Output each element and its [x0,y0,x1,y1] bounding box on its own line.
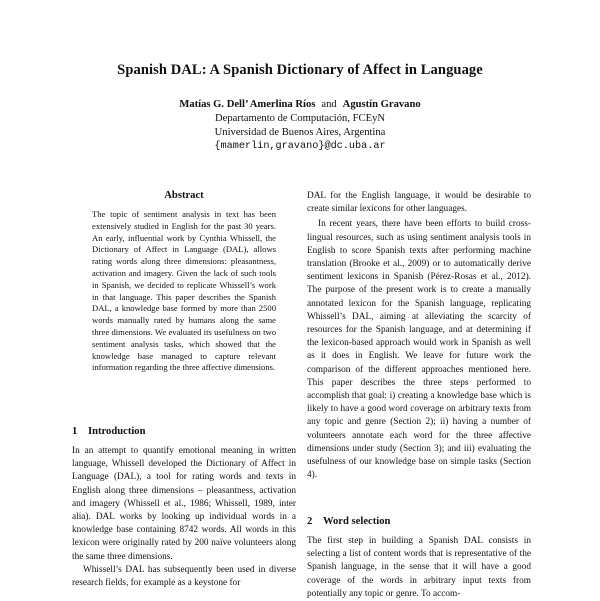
section-title: Introduction [88,426,146,437]
author-1: Matías G. Dell’ Amerlina Ríos [179,99,316,110]
section-number: 2 [307,516,313,527]
paragraph: Whissell’s DAL has subsequently been used in diverse research fields, for example as a keystone for [72,564,296,589]
paragraph: In an attempt to quantify emotional meaning in written language, Whissell developed the Dictionary of Affect in Language (DAL), a tool for rating words and texts in English along three dimensions – pleasantness, activation and imagery (Whissell et al., 1986; Whissell, 1989, inter alia). DAL works by looking up individual words in a knowledge base containing 8742 words. All words in this lexicon were originally rated by 200 naïve volunteers along the same three dimensions. [72,446,296,562]
abstract-heading: Abstract [164,190,204,201]
paragraph: The first step in building a Spanish DAL consists in selecting a list of content words that is representative of the Spanish language, in the sense that it will have a good coverage of the words in arbitrary input texts from potentially any topic or genre. To accom- [307,536,531,599]
author-names [0,98,600,112]
paragraph: DAL for the English language, it would be desirable to create similar lexicons for other languages. [307,191,531,215]
paper-title: Spanish DAL: A Spanish Dictionary of Affect in Language [117,62,483,78]
section-title: Word selection [323,516,391,527]
affiliation-university: Universidad de Buenos Aires, Argentina [214,127,386,138]
section-heading-word-selection [307,516,390,527]
abstract-text: The topic of sentiment analysis in text has been extensively studied in English for the past 30 years. An early, influential work by Cynthia Whissell, the Dictionary of Affect in Language (DAL), allows rating words along three dimensions: pleasantness, activation and imagery. Given the lack of such tools in Spanish, we decided to replicate Whissell’s work in that language. This paper describes the Spanish DAL, a knowledge base formed by more than 2500 words manually rated by humans along the same three dimensions. We evaluated its usefulness on two sentiment analysis tasks, which showed that the knowledge base managed to capture relevant information regarding the three affective dimensions. [92,209,276,373]
author-2: Agustín Gravano [342,99,421,110]
right-column [307,190,531,482]
abstract-section [72,190,296,374]
author-email: {mamerlin,gravano}@dc.uba.ar [214,141,386,152]
author-block [0,98,600,154]
author-conjunction: and [321,99,337,110]
introduction-body [72,445,296,590]
word-selection-body [307,535,531,601]
paragraph: In recent years, there have been efforts to build cross-lingual resources, such as using sentiment analysis tools in English to score Spanish texts after performing machine translation (Brooke et al., 2009) or to automatically derive sentiment lexicons in Spanish (Pérez-Rosas et al., 2012). The purpose of the present work is to create a manually annotated lexicon for the Spanish language, replicating Whissell’s DAL, aiming at alleviating the scarcity of resources for the Spanish language, and at determining if the lexicon-based approach would work in Spanish as well as it does in English. We leave for future work the comparison of the different approaches mentioned here. This paper describes the three steps performed to accomplish that goal: i) creating a knowledge base which is likely to have a good word coverage on arbitrary texts from any topic and genre (Section 2); ii) having a number of volunteers annotate each word for the three affective dimensions under study (Section 3); and iii) evaluating the usefulness of our knowledge base on simple tasks (Section 4). [307,219,531,481]
section-number: 1 [72,426,78,437]
section-heading-introduction [72,426,146,437]
affiliation-department: Departamento de Computación, FCEyN [214,113,386,124]
